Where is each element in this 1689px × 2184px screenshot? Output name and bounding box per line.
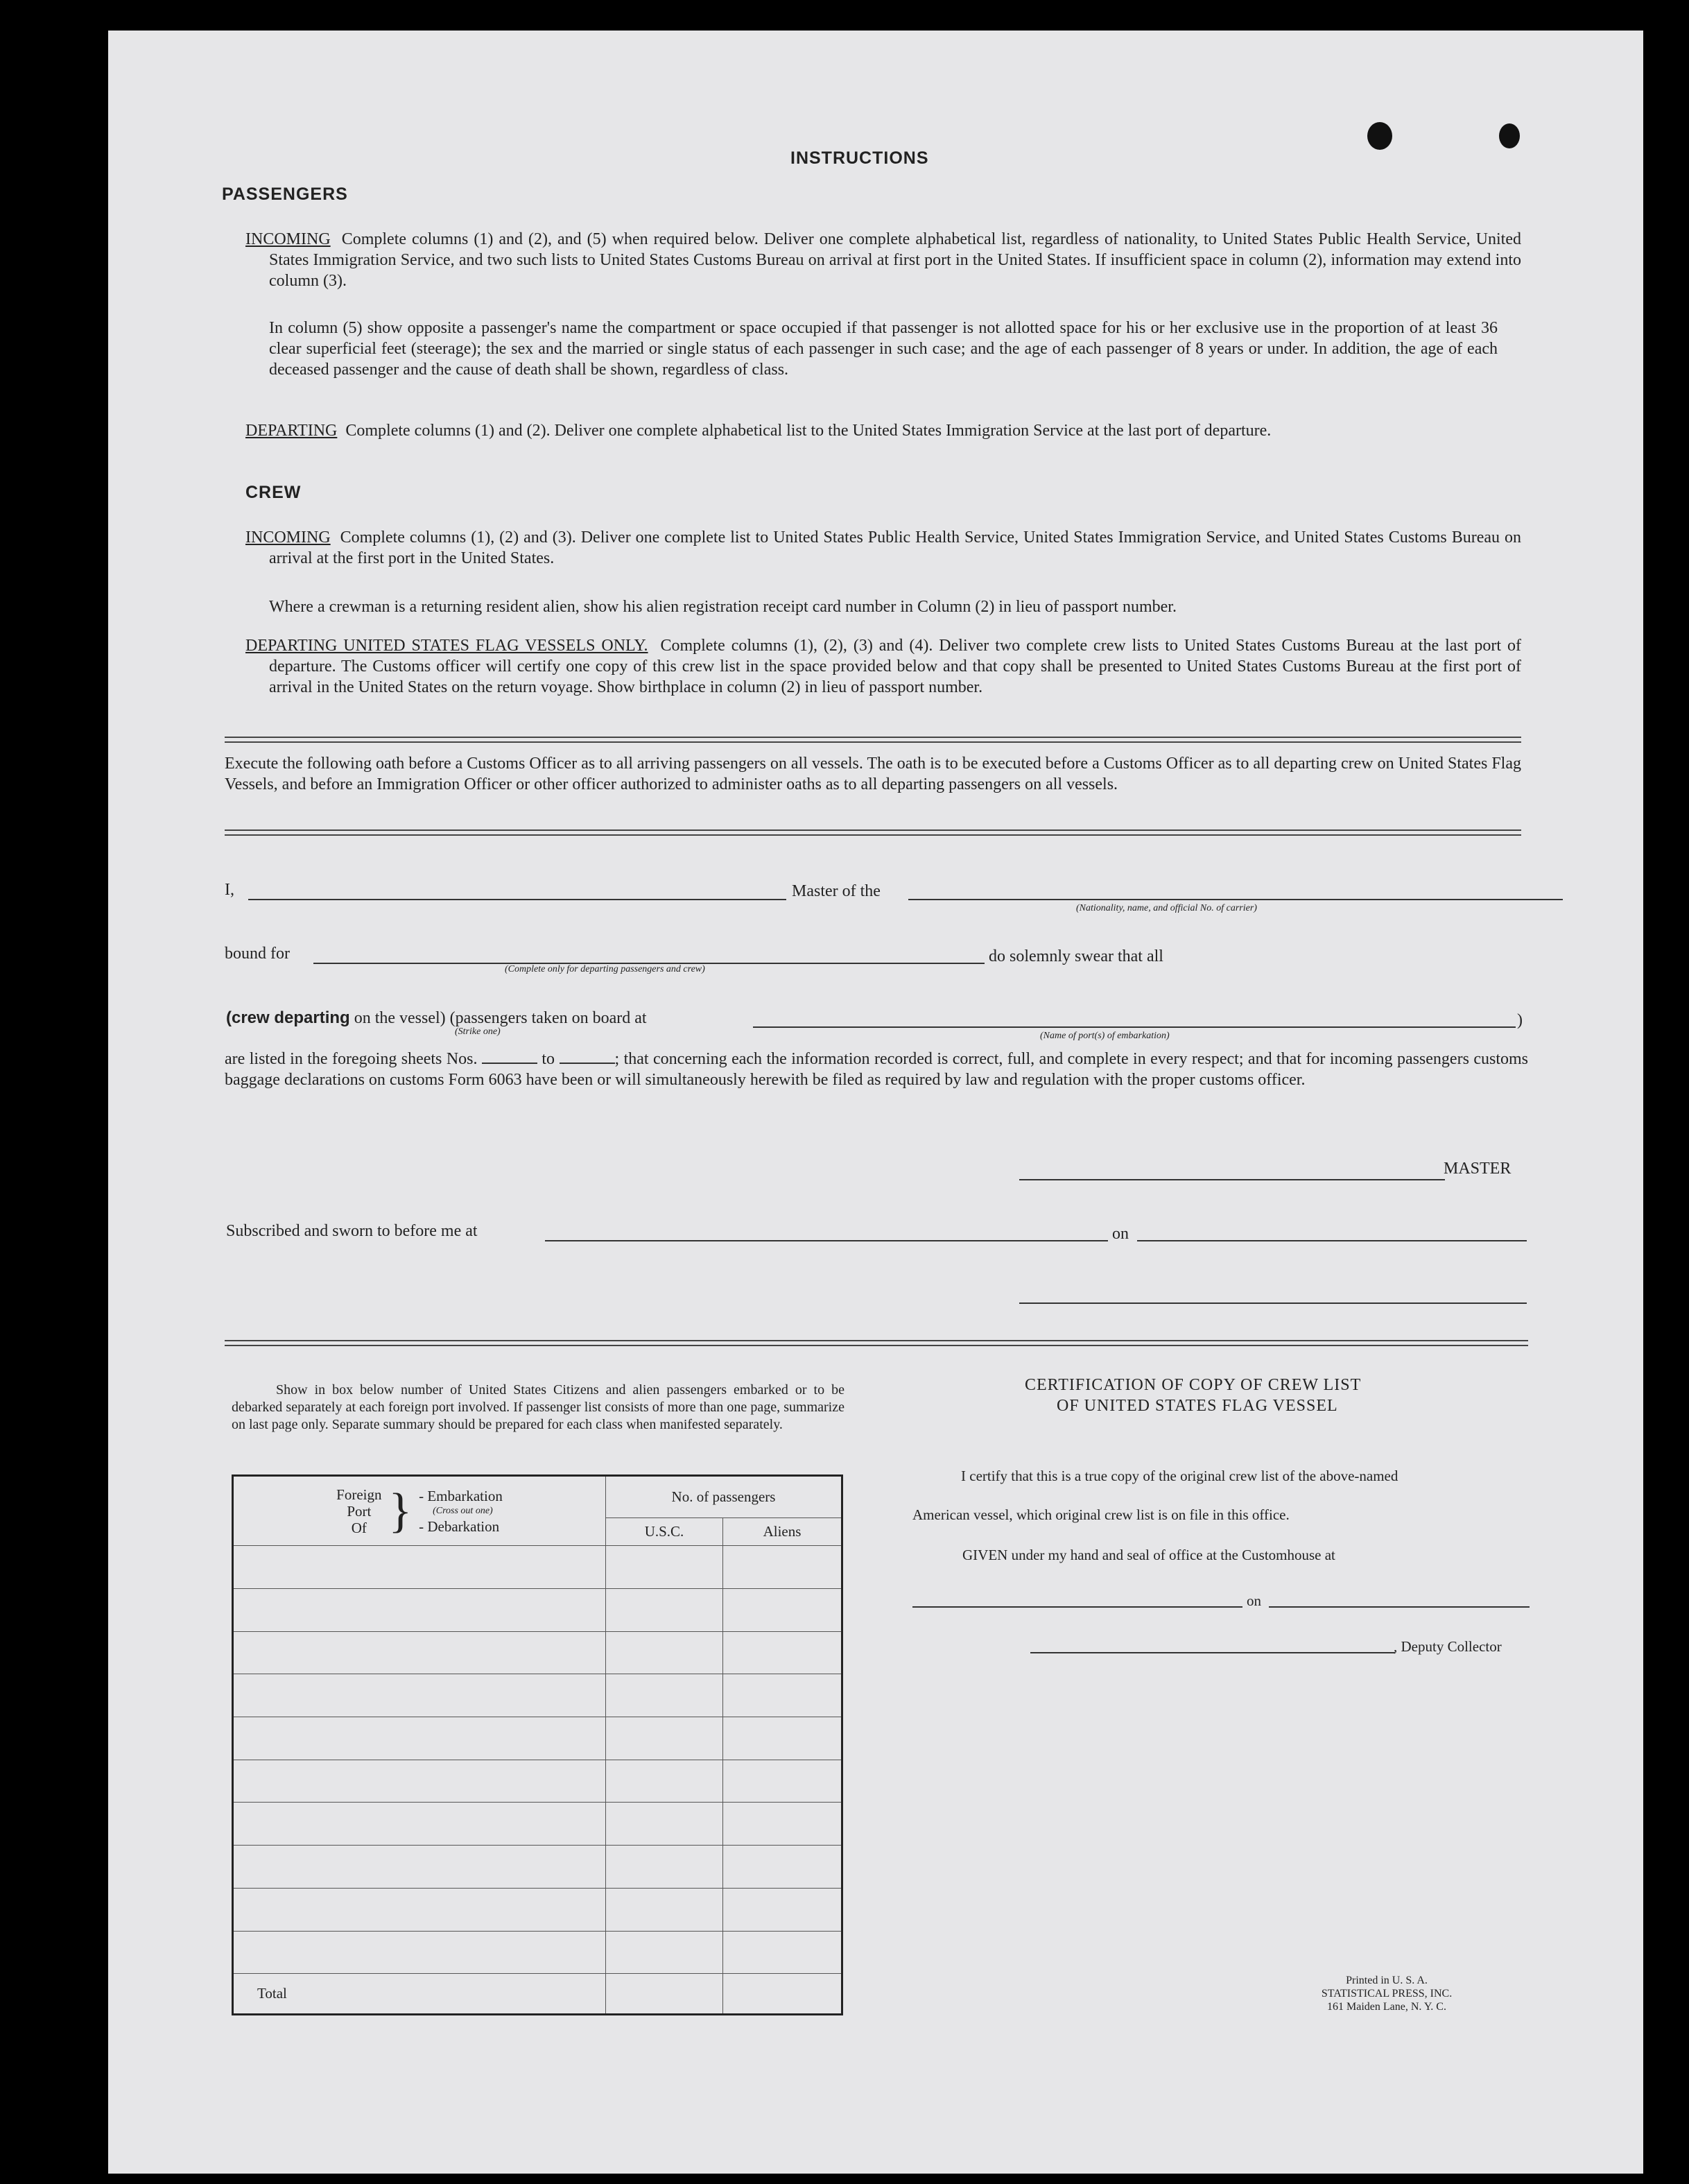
summary-usc-cell[interactable] [606,1846,723,1889]
summary-port-cell[interactable] [233,1546,606,1589]
summary-row [233,1588,842,1631]
incoming-text: Complete columns (1) and (2), and (5) when required below. Deliver one complete alphabetical list, regardless of nationality, to United States Public Health Service, United States Immigration Service, and two such lists to United States Customs Bureau on arrival at first port in the United States. If insufficient space in column (2), information may extend into column (3). [269,230,1522,290]
divider-3 [225,1340,1528,1346]
crew-passengers-line [226,1008,647,1028]
passengers-heading: PASSENGERS [222,184,348,204]
crew-departing-text: Complete columns (1), (2), (3) and (4). Deliver two complete crew lists to United States Customs Bureau at the last port of departure. The Customs officer will certify one copy of this crew list in the space provided below and that copy shall be presented to United States Customs Bureau at the first port of arrival in the United States on the return voyage. Show birthplace in column (2) in lieu of passport number. [269,637,1521,696]
certification-heading-1: CERTIFICATION OF COPY OF CREW LIST [1025,1376,1362,1394]
summary-port-cell[interactable] [233,1888,606,1931]
summary-usc-cell[interactable] [606,1631,723,1674]
summary-aliens-cell[interactable] [723,1631,842,1674]
certification-date-field[interactable] [1269,1606,1530,1608]
bound-for-label: bound for [225,945,290,963]
summary-row [233,1846,842,1889]
bound-for-note: (Complete only for departing passengers and crew) [505,964,705,974]
total-usc-cell[interactable] [606,1974,723,2015]
summary-usc-cell[interactable] [606,1888,723,1931]
subscribed-date-field[interactable] [1137,1240,1527,1241]
page-title: INSTRUCTIONS [790,148,929,168]
ink-blot-right [1499,123,1520,148]
printer-line-1: Printed in U. S. A. [1346,1975,1428,1986]
summary-aliens-cell[interactable] [723,1674,842,1717]
printer-line-3: 161 Maiden Lane, N. Y. C. [1327,2001,1446,2013]
summary-port-cell[interactable] [233,1588,606,1631]
summary-aliens-cell[interactable] [723,1931,842,1974]
summary-row [233,1631,842,1674]
summary-aliens-cell[interactable] [723,1588,842,1631]
summary-row [233,1717,842,1760]
total-aliens-cell[interactable] [723,1974,842,2015]
summary-aliens-cell[interactable] [723,1717,842,1760]
passengers-taken-option[interactable]: (passengers taken on board at [449,1009,647,1027]
certification-line-2: American vessel, which original crew list is on file in this office. [912,1506,1290,1523]
summary-row [233,1760,842,1803]
embarkation-option[interactable]: - Embarkation [419,1487,503,1504]
departing-label: DEPARTING [245,422,338,440]
crew-incoming-label: INCOMING [245,528,331,547]
incoming-label: INCOMING [245,230,331,248]
summary-port-cell[interactable] [233,1717,606,1760]
summary-row [233,1888,842,1931]
certification-heading-2: OF UNITED STATES FLAG VESSEL [1057,1397,1338,1415]
port-note: (Name of port(s) of embarkation) [1040,1031,1170,1041]
summary-aliens-cell[interactable] [723,1846,842,1889]
on-the-vessel: on the vessel) [354,1009,446,1027]
crew-departing-option[interactable]: (crew departing [226,1008,350,1027]
printer-imprint [1303,1974,1470,2013]
summary-usc-cell[interactable] [606,1588,723,1631]
deputy-collector-signature-field[interactable] [1030,1652,1395,1653]
printer-line-2: STATISTICAL PRESS, INC. [1321,1988,1453,2000]
col-port-foreign: Foreign [336,1486,382,1503]
listed-paragraph [225,1049,1528,1090]
deputy-collector-label: , Deputy Collector [1394,1638,1502,1655]
listed-text-b: ; that concerning each the information recorded is correct, full, and complete in every respect; and that for incoming passengers customs baggage declarations on customs Form 6063 have been or will simultaneously herewith be filed as required by law and regulation with the proper customs officer. [225,1050,1529,1089]
summary-row [233,1674,842,1717]
departing-text: Complete columns (1) and (2). Deliver one complete alphabetical list to the United States Immigration Service at the last port of departure. [345,422,1272,440]
divider-1 [225,737,1521,743]
sheet-to-field[interactable] [560,1063,615,1064]
strike-one-note: (Strike one) [455,1026,501,1037]
subscribed-on-label: on [1112,1225,1129,1243]
crew-departing-label: DEPARTING UNITED STATES FLAG VESSELS ONLY. [245,637,648,655]
summary-usc-cell[interactable] [606,1546,723,1589]
summary-aliens-cell[interactable] [723,1546,842,1589]
summary-row [233,1546,842,1589]
col-port-of: Of [351,1519,367,1536]
summary-aliens-cell[interactable] [723,1803,842,1846]
crew-incoming [245,527,1521,569]
summary-usc-cell[interactable] [606,1717,723,1760]
summary-usc-cell[interactable] [606,1760,723,1803]
oath-intro: Execute the following oath before a Customs Officer as to all arriving passengers on all vessels. The oath is to be executed before a Customs Officer as to all departing crew on United States Flag Vessels, and before an Immigration Officer or other officer authorized to administer oaths as to all departing passengers on all vessels. [225,755,1521,793]
crew-heading: CREW [245,483,302,502]
officer-signature-field[interactable] [1019,1302,1527,1304]
summary-port-cell[interactable] [233,1803,606,1846]
certification-on: on [1247,1592,1261,1609]
carrier-field[interactable] [908,899,1563,900]
summary-port-cell[interactable] [233,1631,606,1674]
summary-port-cell[interactable] [233,1674,606,1717]
aliens-header: Aliens [723,1517,842,1545]
passengers-departing [245,420,1521,441]
usc-header: U.S.C. [606,1517,723,1545]
summary-usc-cell[interactable] [606,1674,723,1717]
certification-line-3: GIVEN under my hand and seal of office at the Customhouse at [962,1547,1335,1563]
listed-to: to [542,1050,555,1068]
master-label: MASTER [1444,1160,1512,1178]
master-signature-field[interactable] [1019,1179,1445,1180]
brace-icon: } [388,1484,413,1538]
subscribed-place-field[interactable] [545,1240,1108,1241]
embarkation-port-field[interactable] [753,1026,1516,1028]
listed-text-a: are listed in the foregoing sheets Nos. [225,1050,478,1068]
summary-instructions: Show in box below number of United States Citizens and alien passengers embarked or to be debarked separately at each foreign port involved. If passenger list consists of more than one page, summarize on last page only. Separate summary should be prepared for each class when manifested separately. [232,1382,844,1432]
summary-usc-cell[interactable] [606,1931,723,1974]
close-paren: ) [1517,1011,1523,1029]
summary-row [233,1931,842,1974]
subscribed-label: Subscribed and sworn to before me at [226,1222,478,1240]
master-of-the-label: Master of the [792,882,881,900]
passenger-summary-table [232,1474,843,2015]
resident-alien-paragraph: Where a crewman is a returning resident alien, show his alien registration receipt card number in Column (2) in lieu of passport number. [269,598,1177,616]
crew-incoming-text: Complete columns (1), (2) and (3). Deliver one complete list to United States Public Health Service, United States Immigration Service, and United States Customs Bureau on arrival at the first port in the United States. [269,528,1521,567]
carrier-note: (Nationality, name, and official No. of carrier) [1076,903,1257,913]
cross-out-note: (Cross out one) [433,1505,493,1516]
port-header-cell [233,1476,606,1546]
summary-port-cell[interactable] [233,1846,606,1889]
passengers-incoming [245,229,1521,291]
total-label: Total [233,1974,606,2015]
col-port-port: Port [347,1502,372,1520]
summary-port-cell[interactable] [233,1760,606,1803]
divider-2 [225,829,1521,836]
customhouse-place-field[interactable] [912,1606,1242,1608]
certification-line-1: I certify that this is a true copy of the original crew list of the above-named [961,1468,1398,1484]
summary-aliens-cell[interactable] [723,1888,842,1931]
no-passengers-header: No. of passengers [606,1476,842,1518]
crew-departing [245,635,1521,698]
column5-paragraph: In column (5) show opposite a passenger's name the compartment or space occupied if that passenger is not allotted space for his or her exclusive use in the proportion of at least 36 clear superficial feet (steerage); the sex and the married or single status of each passenger in such case; and the age of each passenger of 8 years or under. In addition, the age of each deceased passenger and the cause of death shall be shown, regardless of class. [269,319,1498,379]
ink-blot-left [1367,122,1392,150]
master-name-field[interactable] [248,899,786,900]
debarkation-option[interactable]: - Debarkation [419,1517,500,1535]
swear-label: do solemnly swear that all [989,947,1163,965]
summary-port-cell[interactable] [233,1931,606,1974]
summary-aliens-cell[interactable] [723,1760,842,1803]
summary-row [233,1803,842,1846]
oath-i-label: I, [225,881,234,899]
sheet-from-field[interactable] [482,1063,537,1064]
summary-usc-cell[interactable] [606,1803,723,1846]
